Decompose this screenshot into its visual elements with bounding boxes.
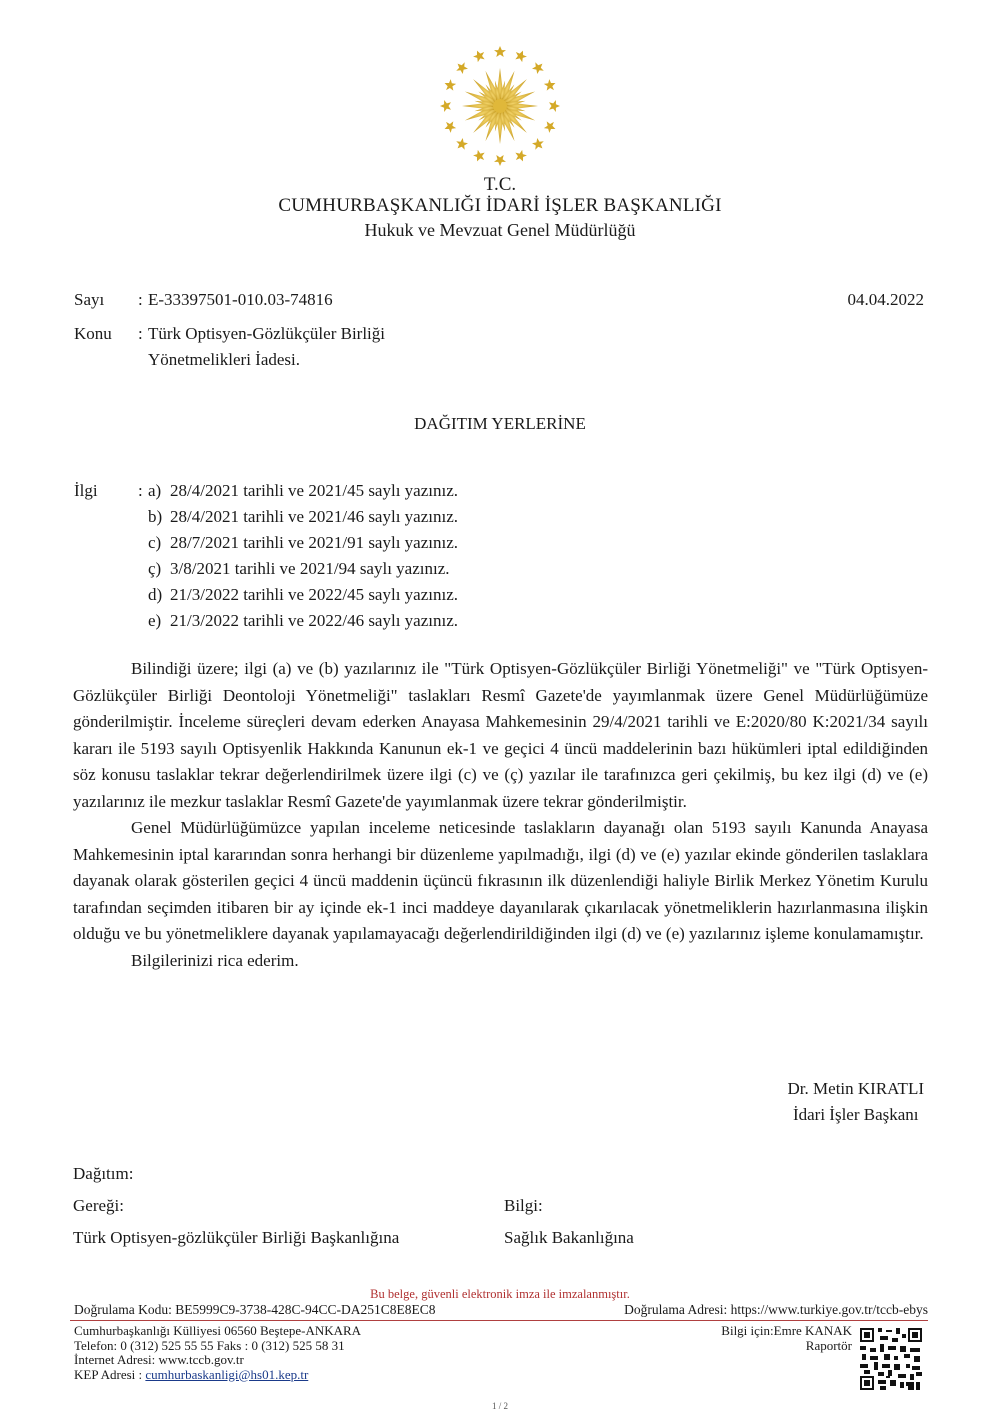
footer-internet: İnternet Adresi: www.tccb.gov.tr <box>74 1352 244 1367</box>
ilgi-colon: : <box>138 481 143 500</box>
konu-label: Konu <box>74 324 112 343</box>
header-tc: T.C. <box>483 174 517 195</box>
presidential-emblem-icon <box>430 42 570 172</box>
ilgi-label: İlgi <box>74 481 98 500</box>
footer-divider <box>70 1320 928 1321</box>
kep-label: KEP Adresi : <box>74 1366 146 1382</box>
footer-info-contact <box>721 1324 852 1353</box>
body-paragraph-3: Bilgilerinizi rica ederim. <box>131 950 299 970</box>
verification-code: Doğrulama Kodu: BE5999C9-3738-428C-94CC-DA251C8E8EC8 <box>74 1302 436 1317</box>
footer-kep <box>74 1368 361 1383</box>
konu-line-2: Yönetmelikleri İadesi. <box>148 350 301 369</box>
ilgi-item-text: 28/7/2021 tarihli ve 2021/91 saylı yazınız. <box>170 533 459 552</box>
gereği-recipient: Türk Optisyen-gözlükçüler Birliği Başkanlığına <box>73 1228 400 1247</box>
ilgi-item-text: 21/3/2022 tarihli ve 2022/45 saylı yazınız. <box>170 585 459 604</box>
info-contact-name: Bilgi için:Emre KANAK <box>721 1323 852 1338</box>
info-contact-role: Raportör <box>805 1337 852 1353</box>
ilgi-item-letter: c) <box>148 533 162 552</box>
sayi-colon: : <box>138 290 143 309</box>
addressee-title: DAĞITIM YERLERİNE <box>414 414 586 433</box>
ilgi-item-letter: ç) <box>148 559 162 578</box>
sayi-value: E-33397501-010.03-74816 <box>148 290 333 309</box>
footer-phone: Telefon: 0 (312) 525 55 55 Faks : 0 (312) 525 58 31 <box>74 1337 345 1353</box>
body-paragraph-2: Genel Müdürlüğümüzce yapılan inceleme neticesinde taslakların dayanağı olan 5193 sayılı Kanunda Anayasa Mahkemesinin iptal kararından sonra herhangi bir düzenleme yapılmadığı, ilgi (d) ve (e) yazılar ekinde gönderilen taslaklara dayanak olarak gösterilen geçici 4 üncü maddenin üçüncü fıkrasının ilk düzenlendiği haliyle Birlik Merkez Yönetim Kurulu tarafından seçimden itibaren bir ay içinde ek-1 inci maddeye dayanılarak çıkarılacak yönetmeliklerin hazırlanmasına ilişkin olduğu ve bu yönetmeliklere dayanak yapılamayacağı değerlendirildiğinden ilgi (d) ve (e) yazılarınız işleme konulamamıştır. <box>73 818 928 943</box>
header-institution: CUMHURBAŞKANLIĞI İDARİ İŞLER BAŞKANLIĞI <box>278 195 722 216</box>
verification-address[interactable]: Doğrulama Adresi: https://www.turkiye.gov.tr/tccb-ebys <box>624 1302 928 1317</box>
document-date: 04.04.2022 <box>847 290 924 309</box>
signatory-title: İdari İşler Başkanı <box>792 1105 919 1124</box>
sayi-label: Sayı <box>74 290 105 309</box>
body-paragraph-1: Bilindiği üzere; ilgi (a) ve (b) yazılarınız ile "Türk Optisyen-Gözlükçüler Birliği Yönetmeliği" ve "Türk Optisyen-Gözlükçüler Birliği Deontoloji Yönetmeliği" taslakları Resmî Gazete'de yayımlanmak üzere Genel Müdürlüğümüze gönderilmiştir. İnceleme süreçleri devam ederken Anayasa Mahkemesinin 29/4/2021 tarihli ve E:2020/80 K:2021/34 sayılı kararı ile 5193 sayılı Optisyenlik Hakkında Kanunun ek-1 ve geçici 4 üncü maddelerinin bazı hükümleri iptal edildiğinden söz konusu taslaklar tekrar değerlendirilmek üzere ilgi (c) ve (ç) yazılar ile tarafınızca geri çekilmiş, bu kez ilgi (d) ve (e) yazılarınız ile mezkur taslaklar Resmî Gazete'de yayımlanmak üzere tekrar gönderilmiştir. <box>73 659 928 811</box>
ilgi-item-letter: e) <box>148 611 162 630</box>
qr-code-icon <box>858 1326 924 1392</box>
konu-colon: : <box>138 324 143 343</box>
page-number: 1 / 2 <box>491 1401 508 1411</box>
konu-line-1: Türk Optisyen-Gözlükçüler Birliği <box>148 324 386 343</box>
bilgi-label: Bilgi: <box>504 1196 543 1215</box>
e-signature-note: Bu belge, güvenli elektronik imza ile imzalanmıştır. <box>370 1287 630 1301</box>
ilgi-item-text: 28/4/2021 tarihli ve 2021/46 saylı yazınız. <box>170 507 459 526</box>
distribution-label: Dağıtım: <box>73 1164 134 1183</box>
ilgi-item-letter: a) <box>148 481 162 500</box>
signature-block <box>788 1076 924 1128</box>
ilgi-item-letter: b) <box>148 507 163 526</box>
signatory-name: Dr. Metin KIRATLI <box>787 1079 924 1098</box>
ilgi-item-text: 28/4/2021 tarihli ve 2021/45 saylı yazınız. <box>170 481 459 500</box>
footer-address: Cumhurbaşkanlığı Külliyesi 06560 Beştepe-ANKARA <box>74 1323 362 1338</box>
letter-body <box>73 656 928 974</box>
ilgi-item-text: 3/8/2021 tarihli ve 2021/94 saylı yazınız. <box>170 559 450 578</box>
ilgi-item-text: 21/3/2022 tarihli ve 2022/46 saylı yazınız. <box>170 611 459 630</box>
ilgi-item-letter: d) <box>148 585 163 604</box>
kep-email-link[interactable]: cumhurbaskanligi@hs01.kep.tr <box>145 1366 309 1382</box>
gereği-label: Gereği: <box>73 1196 124 1215</box>
bilgi-recipient: Sağlık Bakanlığına <box>504 1228 634 1247</box>
header-department: Hukuk ve Mevzuat Genel Müdürlüğü <box>364 220 636 240</box>
footer-contact <box>74 1324 361 1382</box>
